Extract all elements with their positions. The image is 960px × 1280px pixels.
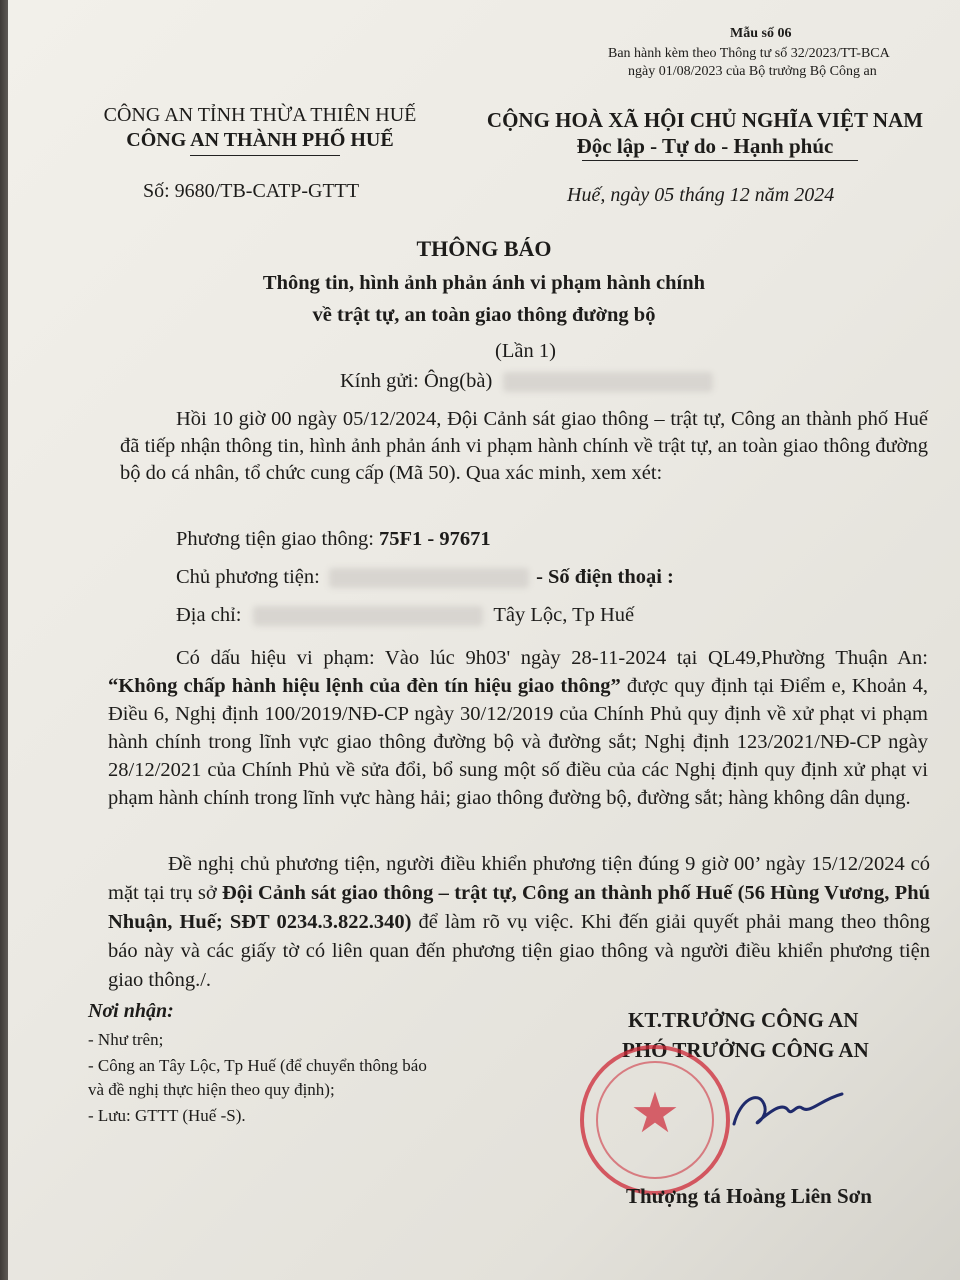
vehicle-plate: 75F1 - 97671 <box>379 528 491 550</box>
form-issued-line1: Ban hành kèm theo Thông tư số 32/2023/TT-BCA <box>608 46 890 61</box>
nation-title: CỘNG HOÀ XÃ HỘI CHỦ NGHĨA VIỆT NAM <box>486 108 924 132</box>
intro-paragraph: Hồi 10 giờ 00 ngày 05/12/2024, Đội Cảnh sát giao thông – trật tự, Công an thành phố Huế đã tiếp nhận thông tin, hình ảnh phản ánh vi phạm hành chính về trật tự, an toàn giao thông đường bộ do cá nhân, tổ chức cung cấp (Mã 50). Qua xác minh, xem xét: <box>120 408 928 484</box>
owner-label: Chủ phương tiện: <box>176 566 320 588</box>
notice-subtitle-2: về trật tự, an toàn giao thông đường bộ <box>312 304 656 326</box>
seal-star-icon: ★ <box>629 1083 681 1145</box>
redacted-address <box>253 606 483 626</box>
notice-attempt: (Lần 1) <box>495 340 556 362</box>
violation-legal-basis: được quy định tại Điểm e, Khoản 4, Điều 6, Nghị định 100/2019/NĐ-CP ngày 30/12/2019 của Chính Phủ quy định về xử phạt vi phạm hành chính trong lĩnh vực giao thông đường bộ và đường sắt; Nghị định 123/2021/NĐ-CP ngày 28/12/2021 của Chính Phủ về sửa đổi, bổ sung một số điều của các Nghị định quy định xử phạt vi phạm hành chính trong lĩnh vực hàng hải; giao thông đường bộ, đường sắt; hàng không dân dụng. <box>108 675 928 809</box>
redacted-addressee <box>503 372 713 392</box>
agency-underline <box>190 155 340 156</box>
request-location: Đội Cảnh sát giao thông – trật tự, Công an thành phố Huế (56 Hùng Vương, Phú Nhuận, Huế; SĐT 0234.3.822.340) <box>108 882 930 933</box>
agency-name: CÔNG AN THÀNH PHỐ HUẾ <box>126 129 394 151</box>
recipient-item-3: - Lưu: GTTT (Huế -S). <box>88 1106 246 1125</box>
phone-label: - Số điện thoại : <box>536 566 674 588</box>
request-paragraph <box>108 850 930 995</box>
vehicle-label: Phương tiện giao thông: <box>176 528 380 550</box>
owner-line <box>176 566 674 589</box>
redacted-owner-name <box>329 568 529 588</box>
recipients-label: Nơi nhận: <box>88 1000 174 1022</box>
place-date: Huế, ngày 05 tháng 12 năm 2024 <box>567 184 835 206</box>
document-number: Số: 9680/TB-CATP-GTTT <box>143 180 360 202</box>
notice-subtitle-1: Thông tin, hình ảnh phản ánh vi phạm hành chính <box>262 272 706 294</box>
request-rest: để làm rõ vụ việc. Khi đến giải quyết phải mang theo thông báo này và các giấy tờ có liên quan đến phương tiện giao thông và người điều khiển phương tiện giao thông./. <box>108 911 930 991</box>
signature-title-1: KT.TRƯỞNG CÔNG AN <box>628 1008 859 1032</box>
violation-paragraph <box>108 644 928 812</box>
notice-heading: THÔNG BÁO <box>416 236 552 261</box>
signature-title-2: PHÓ TRƯỞNG CÔNG AN <box>622 1038 869 1062</box>
agency-parent: CÔNG AN TỈNH THỪA THIÊN HUẾ <box>103 104 417 126</box>
signer-name: Thượng tá Hoàng Liên Sơn <box>626 1184 872 1208</box>
violation-description: “Không chấp hành hiệu lệnh của đèn tín hiệu giao thông” <box>108 675 621 697</box>
address-label: Địa chỉ: <box>176 604 242 626</box>
address-line <box>176 604 634 627</box>
handwritten-signature <box>730 1080 850 1140</box>
motto-underline <box>582 160 858 161</box>
vehicle-line <box>176 528 491 551</box>
recipient-item-1: - Như trên; <box>88 1030 164 1049</box>
official-seal <box>580 1045 730 1195</box>
addressee-label <box>340 370 713 393</box>
form-number: Mẫu số 06 <box>730 26 792 41</box>
address-tail: Tây Lộc, Tp Huế <box>493 604 635 626</box>
recipient-item-2b: và đề nghị thực hiện theo quy định); <box>88 1080 335 1099</box>
nation-motto: Độc lập - Tự do - Hạnh phúc <box>576 134 834 158</box>
request-prefix: Đề nghị chủ phương tiện, người điều khiển phương tiện đúng 9 giờ 00’ ngày 15/12/2024 có mặt tại trụ sở <box>108 853 930 904</box>
recipient-item-2a: - Công an Tây Lộc, Tp Huế (để chuyển thông báo <box>88 1056 427 1075</box>
form-issued-line2: ngày 01/08/2023 của Bộ trưởng Bộ Công an <box>628 64 877 79</box>
violation-prefix: Có dấu hiệu vi phạm: Vào lúc 9h03' ngày 28-11-2024 tại QL49,Phường Thuận An: <box>176 647 928 669</box>
addressee-label-text: Kính gửi: Ông(bà) <box>340 370 493 392</box>
